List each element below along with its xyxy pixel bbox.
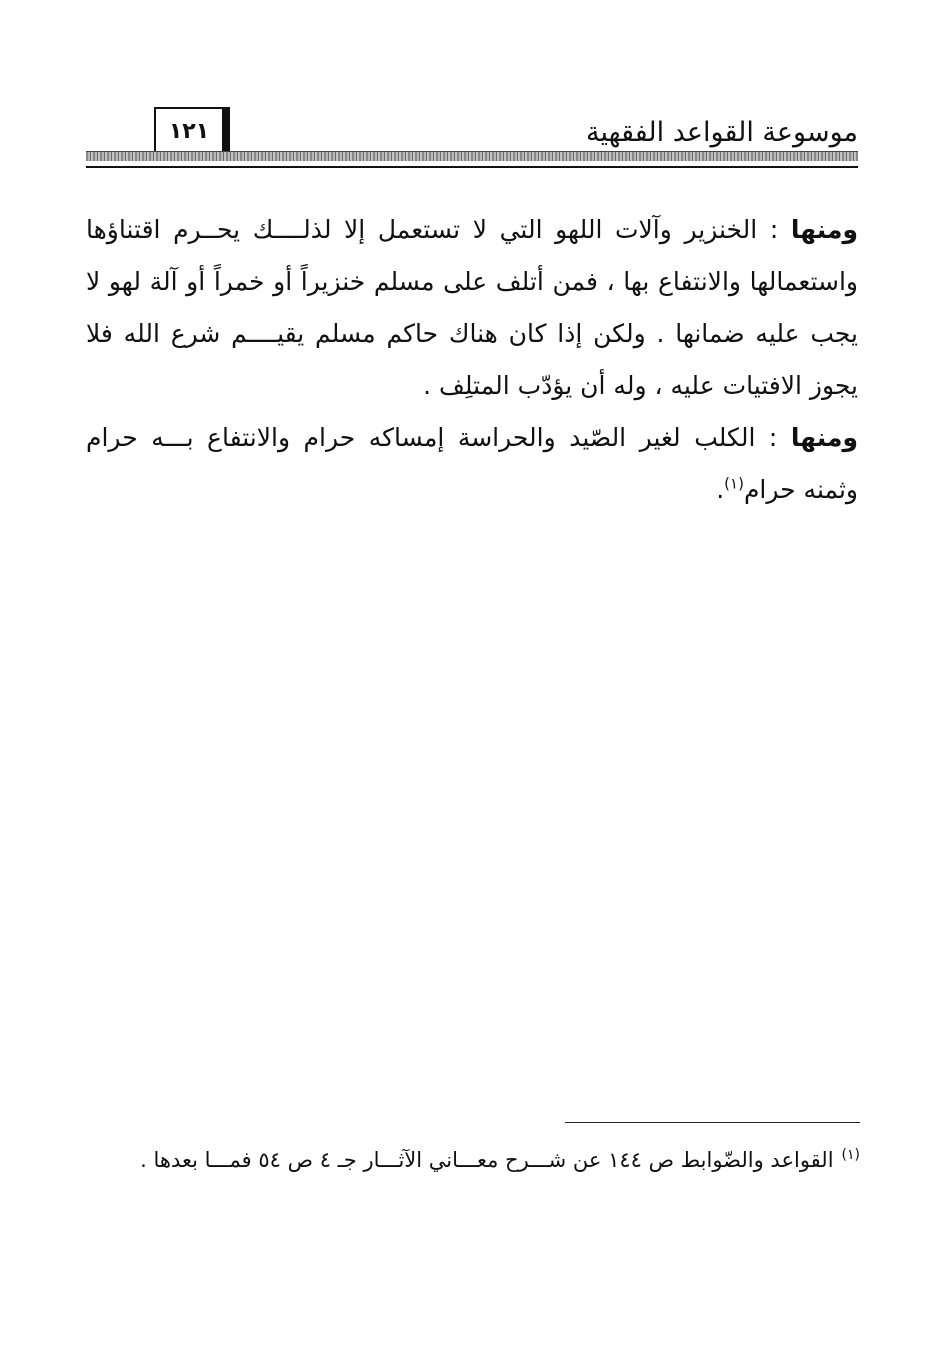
body-text: [86, 204, 858, 516]
footnote-reference[interactable]: (١): [724, 474, 744, 493]
header-rule: [86, 166, 858, 168]
footnote: [86, 1133, 860, 1187]
paragraph-end: .: [716, 475, 725, 504]
footnote-separator: [565, 1122, 860, 1123]
paragraph-lead: ومنها: [790, 215, 858, 244]
paragraph: [86, 204, 858, 412]
page-header: [86, 105, 858, 167]
header-decorative-band: [86, 151, 858, 161]
page-number: ١٢١: [154, 107, 230, 155]
footnote-marker: (١): [841, 1147, 860, 1163]
paragraph-text: : الكلب لغير الصّيد والحراسة إمساكه حرام والانتفاع بـــه حرام وثمنه حرام: [86, 423, 858, 504]
footnote-text: القواعد والضّوابط ص ١٤٤ عن شـــرح معـــاني الآثـــار جـ ٤ ص ٥٤ فمـــا بعدها .: [140, 1148, 834, 1172]
paragraph-text: : الخنزير وآلات اللهو التي لا تستعمل إلا لذلــــك يحــرم اقتناؤها واستعمالها والانتفاع بها ، فمن أتلف على مسلم خنزيراً أو خمراً أو آلة لهو لا يجب عليه ضمانها . ولكن إذا كان هناك حاكم مسلم يقيــــم شرع الله فلا يجوز الافتيات عليه ، وله أن يؤدّب المتلِف .: [86, 215, 858, 400]
paragraph-lead: ومنها: [790, 423, 858, 452]
paragraph: [86, 412, 858, 516]
running-title: موسوعة القواعد الفقهية: [586, 117, 858, 148]
